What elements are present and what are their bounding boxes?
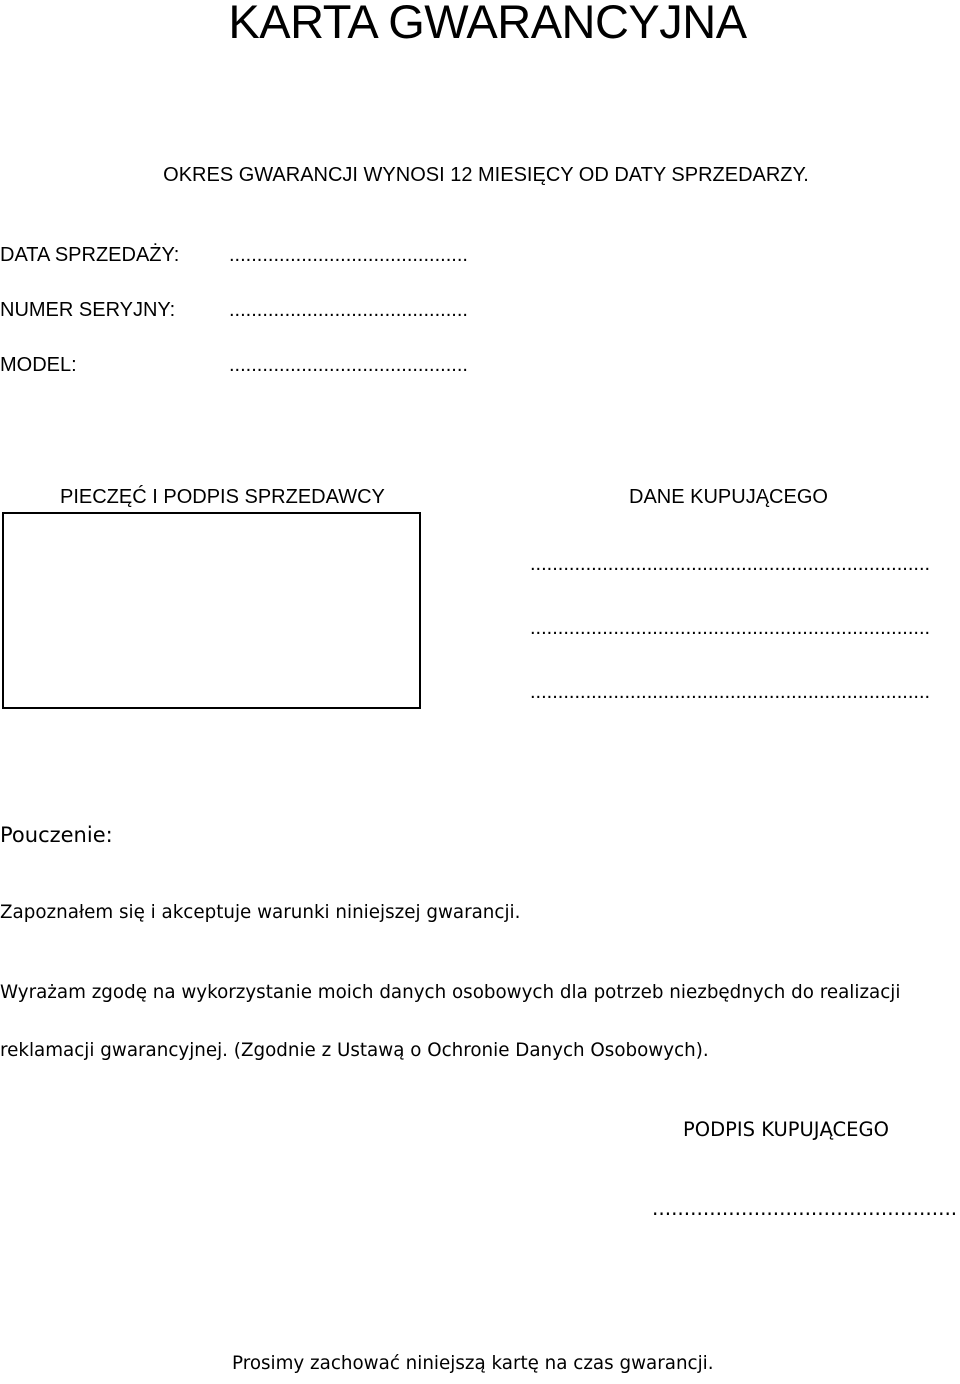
buyer-signature-field[interactable]: ................................................: [652, 1196, 958, 1220]
seller-stamp-box[interactable]: [2, 512, 421, 709]
sale-date-field[interactable]: ...........................................: [229, 244, 468, 266]
warranty-period-notice: OKRES GWARANCJI WYNOSI 12 MIESIĘCY OD DATY SPRZEDARZY.: [163, 164, 809, 186]
serial-number-label: NUMER SERYJNY:: [0, 299, 176, 321]
buyer-data-line[interactable]: ........................................................................: [530, 681, 931, 703]
buyer-data-line[interactable]: ........................................................................: [530, 553, 931, 575]
acceptance-statement: Zapoznałem się i akceptuje warunki niniejszej gwarancji.: [0, 902, 521, 923]
data-consent-statement-continued: reklamacji gwarancyjnej. (Zgodnie z Ustawą o Ochronie Danych Osobowych).: [0, 1040, 709, 1061]
model-field[interactable]: ...........................................: [229, 354, 468, 376]
model-label: MODEL:: [0, 354, 77, 376]
seller-stamp-heading: PIECZĘĆ I PODPIS SPRZEDAWCY: [60, 486, 385, 508]
buyer-data-line[interactable]: ........................................................................: [530, 617, 931, 639]
instruction-label: Pouczenie:: [0, 823, 113, 847]
sale-date-label: DATA SPRZEDAŻY:: [0, 244, 180, 266]
document-title: KARTA GWARANCYJNA: [228, 0, 747, 48]
closing-note: Prosimy zachować niniejszą kartę na czas gwarancji.: [232, 1353, 714, 1374]
buyer-signature-heading: PODPIS KUPUJĄCEGO: [683, 1118, 889, 1141]
data-consent-statement: Wyrażam zgodę na wykorzystanie moich danych osobowych dla potrzeb niezbędnych do realizacji: [0, 982, 901, 1003]
buyer-data-heading: DANE KUPUJĄCEGO: [629, 486, 828, 508]
serial-number-field[interactable]: ...........................................: [229, 299, 468, 321]
